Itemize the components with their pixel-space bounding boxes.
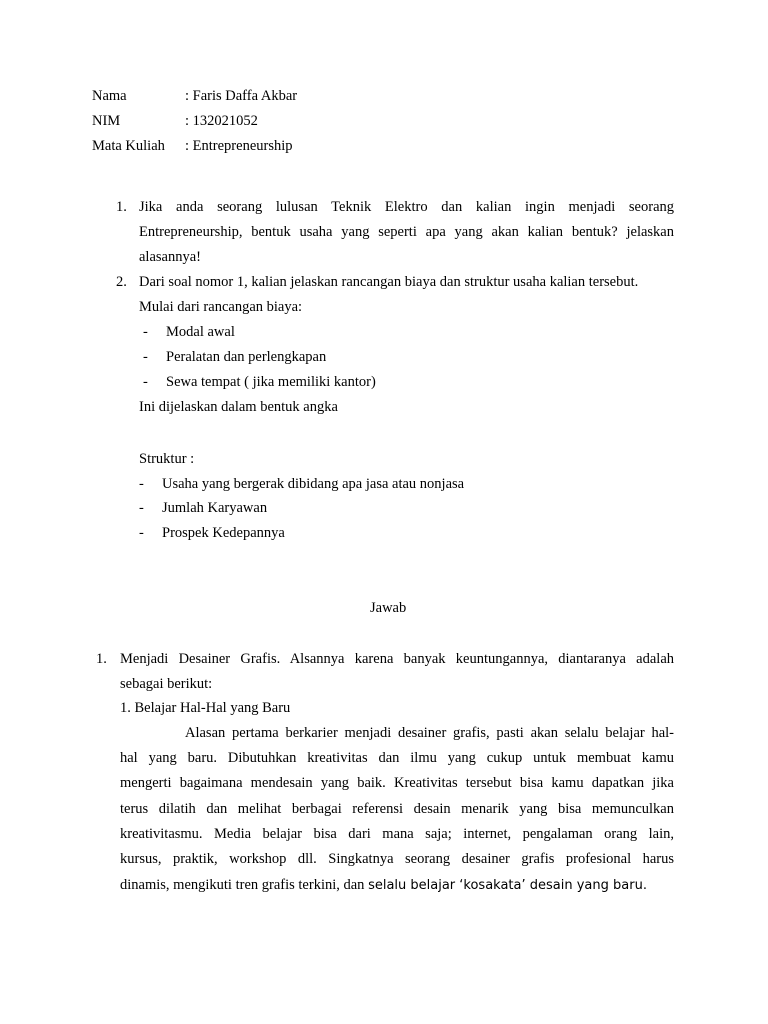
list-dash: - xyxy=(143,324,148,340)
answer-1-line-2: sebagai berikut: xyxy=(120,676,213,692)
question-1-line-1: Jika anda seorang lulusan Teknik Elektro dan kalian ingin menjadi seorang xyxy=(139,199,674,215)
cost-item: Sewa tempat ( jika memiliki kantor) xyxy=(166,374,376,390)
paragraph-line: mengerti bagaimana mendesain yang baik. Kreativitas tersebut bisa kamu dapatkan jika xyxy=(120,775,674,791)
name-value: : Faris Daffa Akbar xyxy=(185,88,298,104)
answer-1-number: 1. xyxy=(96,651,107,667)
answer-heading: Jawab xyxy=(370,600,407,616)
paragraph-line: terus dilatih dan melihat berbagai referensi desain menarik yang bisa memunculkan xyxy=(120,801,674,817)
question-1-number: 1. xyxy=(116,199,127,215)
list-dash: - xyxy=(139,476,144,492)
paragraph-line: kursus, praktik, workshop dll. Singkatnya seorang desainer grafis profesional harus xyxy=(120,851,674,867)
list-dash: - xyxy=(139,500,144,516)
paragraph-last-line-sans: selalu belajar ‘kosakata’ desain yang baru. xyxy=(368,878,647,893)
cost-item: Modal awal xyxy=(166,324,235,340)
paragraph-last-line-serif: dinamis, mengikuti tren grafis terkini, dan xyxy=(120,877,369,893)
question-2-line-2: Mulai dari rancangan biaya: xyxy=(139,299,303,315)
paragraph-line: hal yang baru. Dibutuhkan kreativitas dan ilmu yang cukup untuk membuat kamu xyxy=(120,750,674,766)
course-label: Mata Kuliah xyxy=(92,138,165,154)
structure-label: Struktur : xyxy=(139,451,195,467)
list-dash: - xyxy=(139,525,144,541)
cost-note: Ini dijelaskan dalam bentuk angka xyxy=(139,399,338,415)
paragraph-last-line xyxy=(120,877,647,894)
question-1-line-2: Entrepreneurship, bentuk usaha yang seperti apa yang akan kalian bentuk? jelaskan xyxy=(139,224,674,240)
question-1-line-3: alasannya! xyxy=(139,249,201,265)
cost-item: Peralatan dan perlengkapan xyxy=(166,349,327,365)
name-label: Nama xyxy=(92,88,127,104)
subsection-title: 1. Belajar Hal-Hal yang Baru xyxy=(120,700,291,716)
structure-item: Prospek Kedepannya xyxy=(162,525,285,541)
structure-item: Jumlah Karyawan xyxy=(162,500,268,516)
question-2-line-1: Dari soal nomor 1, kalian jelaskan rancangan biaya dan struktur usaha kalian tersebut. xyxy=(139,274,639,290)
list-dash: - xyxy=(143,374,148,390)
paragraph-line: kreativitasmu. Media belajar bisa dari mana saja; internet, pengalaman orang lain, xyxy=(120,826,674,842)
list-dash: - xyxy=(143,349,148,365)
question-2-number: 2. xyxy=(116,274,127,290)
structure-item: Usaha yang bergerak dibidang apa jasa atau nonjasa xyxy=(162,476,465,492)
course-value: : Entrepreneurship xyxy=(185,138,293,154)
answer-1-line-1: Menjadi Desainer Grafis. Alsannya karena banyak keuntungannya, diantaranya adalah xyxy=(120,651,674,667)
nim-label: NIM xyxy=(92,113,121,129)
nim-value: : 132021052 xyxy=(185,113,258,129)
paragraph-line: Alasan pertama berkarier menjadi desainer grafis, pasti akan selalu belajar hal- xyxy=(185,725,674,741)
